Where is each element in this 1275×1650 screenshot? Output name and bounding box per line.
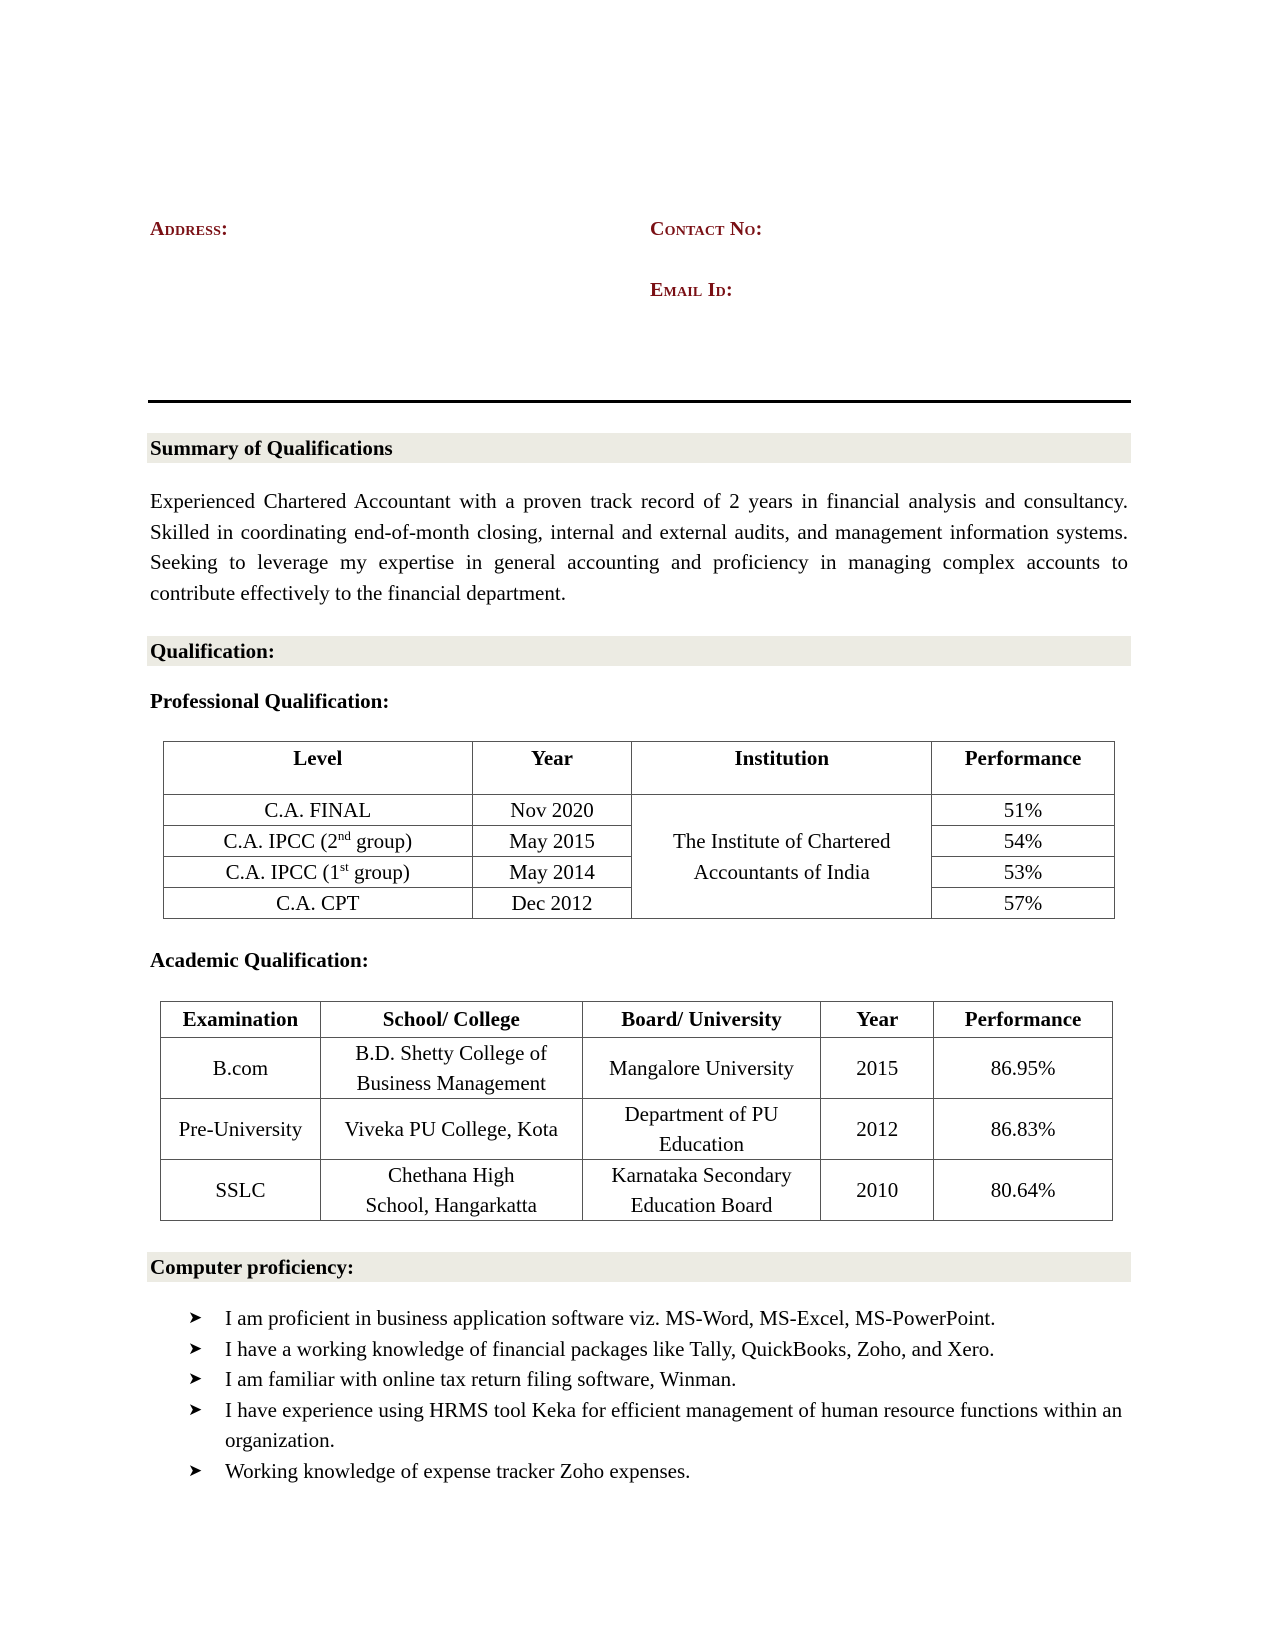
qualification-heading: Qualification: <box>150 639 275 663</box>
level-suffix: group) <box>350 829 413 853</box>
performance-cell: 51% <box>932 795 1115 826</box>
year-cell: Nov 2020 <box>472 795 632 826</box>
professional-qualification-table <box>163 741 1115 919</box>
list-item <box>185 1395 1125 1456</box>
year-cell: 2015 <box>821 1038 934 1099</box>
column-header: Institution <box>632 742 932 795</box>
arrow-bullet-icon: ➤ <box>188 1308 203 1327</box>
column-header: Year <box>472 742 632 795</box>
list-item-text: I am familiar with online tax return filing software, Winman. <box>225 1367 737 1391</box>
computer-section-bar <box>147 1252 1131 1282</box>
list-item <box>185 1364 1125 1395</box>
arrow-bullet-icon: ➤ <box>188 1460 203 1480</box>
header-divider <box>148 400 1131 403</box>
list-item-text: Working knowledge of expense tracker Zoho expenses. <box>225 1458 691 1483</box>
level-superscript: nd <box>337 828 351 843</box>
column-header: Examination <box>161 1002 321 1038</box>
table-row <box>161 1038 1113 1099</box>
year-cell: May 2015 <box>472 826 632 857</box>
summary-text: Experienced Chartered Accountant with a proven track record of 2 years in financial analysis and consultancy. Skilled in coordinating end-of-month closing, internal and external audits, and management information systems. Seeking to leverage my expertise in general accounting and proficiency in managing complex accounts to contribute effectively to the financial department. <box>150 489 1128 605</box>
address-label: Address: <box>150 218 228 240</box>
email-label: Email Id: <box>650 279 733 301</box>
year-cell: Dec 2012 <box>472 888 632 919</box>
year-cell: 2010 <box>821 1160 934 1221</box>
institution-cell: The Institute of Chartered Accountants of India <box>632 795 932 919</box>
table-header-row <box>161 1002 1113 1038</box>
table-row <box>161 1160 1113 1221</box>
board-cell: Mangalore University <box>582 1038 821 1099</box>
list-item-text: I have a working knowledge of financial packages like Tally, QuickBooks, Zoho, and Xero. <box>225 1336 995 1361</box>
year-cell: May 2014 <box>472 857 632 888</box>
performance-cell: 54% <box>932 826 1115 857</box>
contact-label: Contact No: <box>650 218 763 240</box>
school-cell: Viveka PU College, Kota <box>320 1099 582 1160</box>
year-cell: 2012 <box>821 1099 934 1160</box>
exam-cell: B.com <box>161 1038 321 1099</box>
exam-cell: Pre-University <box>161 1099 321 1160</box>
column-header: School/ College <box>320 1002 582 1038</box>
board-cell: Karnataka Secondary Education Board <box>582 1160 821 1221</box>
summary-heading: Summary of Qualifications <box>150 436 393 460</box>
level-text: C.A. IPCC (1 <box>225 860 341 884</box>
list-item <box>185 1456 1125 1487</box>
level-cell <box>164 826 473 857</box>
professional-qualification-heading: Professional Qualification: <box>150 689 390 713</box>
academic-qualification-heading: Academic Qualification: <box>150 948 369 972</box>
school-cell: B.D. Shetty College of Business Management <box>320 1038 582 1099</box>
level-text: C.A. IPCC (2 <box>223 829 338 853</box>
column-header: Year <box>821 1002 934 1038</box>
column-header: Performance <box>932 742 1115 795</box>
level-cell <box>164 857 473 888</box>
academic-qualification-table <box>160 1001 1113 1221</box>
list-item <box>185 1303 1125 1334</box>
level-cell: C.A. CPT <box>164 888 473 919</box>
column-header: Performance <box>934 1002 1113 1038</box>
performance-cell: 86.95% <box>934 1038 1113 1099</box>
summary-section-bar <box>147 433 1131 463</box>
exam-cell: SSLC <box>161 1160 321 1221</box>
column-header: Level <box>164 742 473 795</box>
level-superscript: st <box>340 859 349 874</box>
table-row <box>161 1099 1113 1160</box>
table-header-row <box>164 742 1115 795</box>
level-suffix: group) <box>348 860 410 884</box>
performance-cell: 53% <box>932 857 1115 888</box>
list-item-text: I have experience using HRMS tool Keka for efficient management of human resource functions within an organization. <box>225 1397 1123 1452</box>
computer-skills-list <box>185 1303 1125 1486</box>
column-header: Board/ University <box>582 1002 821 1038</box>
performance-cell: 57% <box>932 888 1115 919</box>
board-cell: Department of PU Education <box>582 1099 821 1160</box>
table-row <box>164 795 1115 826</box>
performance-cell: 86.83% <box>934 1099 1113 1160</box>
arrow-bullet-icon: ➤ <box>188 1338 203 1358</box>
arrow-bullet-icon: ➤ <box>188 1369 203 1388</box>
list-item <box>185 1334 1125 1365</box>
level-cell: C.A. FINAL <box>164 795 473 826</box>
school-cell: Chethana High School, Hangarkatta <box>320 1160 582 1221</box>
qualification-section-bar <box>147 636 1131 666</box>
computer-heading: Computer proficiency: <box>150 1255 354 1279</box>
performance-cell: 80.64% <box>934 1160 1113 1221</box>
list-item-text: I am proficient in business application software viz. MS-Word, MS-Excel, MS-PowerPoint. <box>225 1306 996 1330</box>
arrow-bullet-icon: ➤ <box>188 1399 203 1419</box>
